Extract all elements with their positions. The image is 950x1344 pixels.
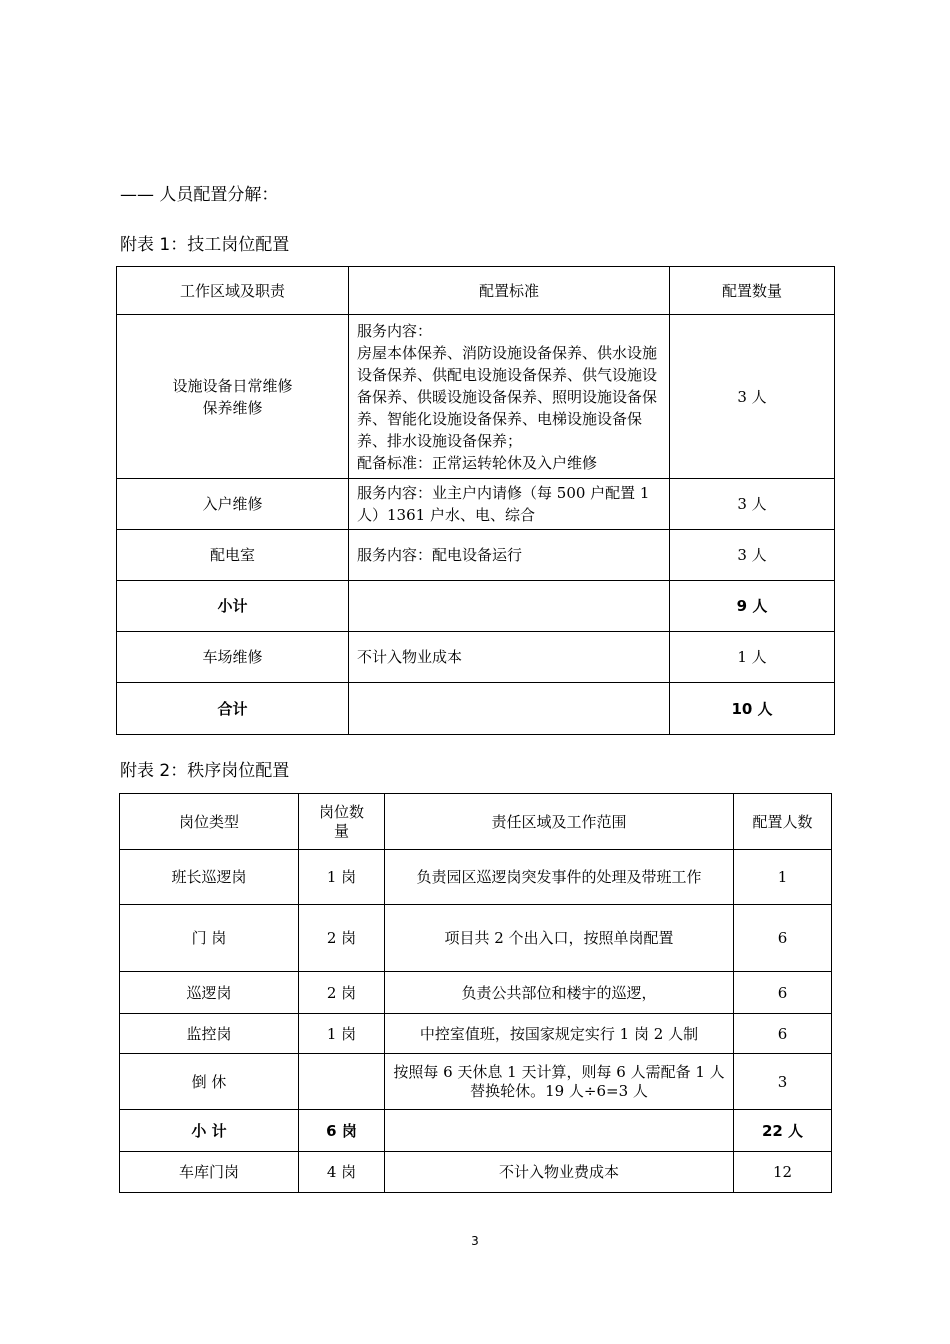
table1-right-edge-line [834, 266, 835, 734]
table2-type-cell: 车库门岗 [120, 1152, 299, 1193]
table1-area-cell: 入户维修 [117, 479, 349, 530]
table2-people-cell: 6 [734, 905, 832, 972]
table1-area-cell: 车场维修 [117, 632, 349, 683]
table-row [117, 530, 835, 581]
table1-area-cell: 配电室 [117, 530, 349, 581]
table1-header-count: 配置数量 [670, 267, 835, 315]
technician-staffing-table [116, 266, 835, 735]
table1-subtotal-count: 9 人 [670, 581, 835, 632]
table-row [120, 850, 832, 905]
table2-scope-cell [385, 1110, 734, 1152]
table2-type-cell: 倒 休 [120, 1054, 299, 1110]
table1-count-cell: 3 人 [670, 479, 835, 530]
table1-standard-cell: 服务内容： 房屋本体保养、消防设施设备保养、供水设施设备保养、供配电设施设备保养、供气设施设备保养、供暖设施设备保养、照明设施设备保养、智能化设施设备保养、电梯设施设备保养、排水设施设备保养； 配备标准：正常运转轮休及入户维修 [349, 315, 670, 479]
table2-posts-cell: 1 岗 [299, 1014, 385, 1054]
table2-subtotal-people: 22 人 [734, 1110, 832, 1152]
table2-scope-cell: 不计入物业费成本 [385, 1152, 734, 1193]
table2-scope-cell: 中控室值班，按国家规定实行 1 岗 2 人制 [385, 1014, 734, 1054]
table-row [117, 315, 835, 479]
table2-type-cell: 监控岗 [120, 1014, 299, 1054]
table2-people-cell: 12 [734, 1152, 832, 1193]
table2-people-cell: 6 [734, 972, 832, 1014]
page-number: 3 [471, 1234, 479, 1248]
table1-header-row [117, 267, 835, 315]
table2-scope-cell: 负责园区巡逻岗突发事件的处理及带班工作 [385, 850, 734, 905]
table1-header-standard: 配置标准 [349, 267, 670, 315]
order-staffing-table [119, 793, 832, 1193]
table1-count-cell: 1 人 [670, 632, 835, 683]
table2-people-cell: 6 [734, 1014, 832, 1054]
table-row [120, 972, 832, 1014]
table2-scope-cell: 项目共 2 个出入口，按照单岗配置 [385, 905, 734, 972]
table-row [117, 683, 835, 735]
table2-posts-cell [299, 1054, 385, 1110]
table-row [117, 581, 835, 632]
table-row [120, 1152, 832, 1193]
table1-caption: 附表 1：技工岗位配置 [120, 235, 290, 255]
table1-count-cell: 3 人 [670, 530, 835, 581]
table2-scope-cell: 按照每 6 天休息 1 天计算，则每 6 人需配备 1 人替换轮休。19 人÷6=3 人 [385, 1054, 734, 1110]
table2-posts-cell: 1 岗 [299, 850, 385, 905]
table2-header-type: 岗位类型 [120, 794, 299, 850]
table2-posts-cell: 2 岗 [299, 905, 385, 972]
table2-header-people: 配置人数 [734, 794, 832, 850]
table-row [120, 1054, 832, 1110]
table-row [117, 479, 835, 530]
table1-header-area: 工作区域及职责 [117, 267, 349, 315]
table1-subtotal-label: 小计 [117, 581, 349, 632]
table1-standard-cell [349, 683, 670, 735]
table2-header-scope: 责任区域及工作范围 [385, 794, 734, 850]
table1-standard-cell: 服务内容：业主户内请修（每 500 户配置 1 人）1361 户水、电、综合 [349, 479, 670, 530]
table-row [120, 905, 832, 972]
table2-type-cell: 班长巡逻岗 [120, 850, 299, 905]
table1-total-count: 10 人 [670, 683, 835, 735]
table2-header-posts: 岗位数量 [299, 794, 385, 850]
section-heading: —— 人员配置分解： [120, 185, 279, 205]
table2-type-cell: 门 岗 [120, 905, 299, 972]
table1-count-cell: 3 人 [670, 315, 835, 479]
table-row [117, 632, 835, 683]
table2-posts-cell: 2 岗 [299, 972, 385, 1014]
table2-type-cell: 巡逻岗 [120, 972, 299, 1014]
table1-standard-cell: 服务内容：配电设备运行 [349, 530, 670, 581]
table2-scope-cell: 负责公共部位和楼宇的巡逻， [385, 972, 734, 1014]
table2-subtotal-posts: 6 岗 [299, 1110, 385, 1152]
table2-people-cell: 3 [734, 1054, 832, 1110]
table2-people-cell: 1 [734, 850, 832, 905]
table1-total-label: 合计 [117, 683, 349, 735]
table2-posts-cell: 4 岗 [299, 1152, 385, 1193]
table2-subtotal-label: 小 计 [120, 1110, 299, 1152]
table2-header-row [120, 794, 832, 850]
table1-standard-cell [349, 581, 670, 632]
table-row [120, 1014, 832, 1054]
table-row [120, 1110, 832, 1152]
table1-standard-cell: 不计入物业成本 [349, 632, 670, 683]
table2-caption: 附表 2：秩序岗位配置 [120, 761, 290, 781]
table1-area-cell: 设施设备日常维修 保养维修 [117, 315, 349, 479]
